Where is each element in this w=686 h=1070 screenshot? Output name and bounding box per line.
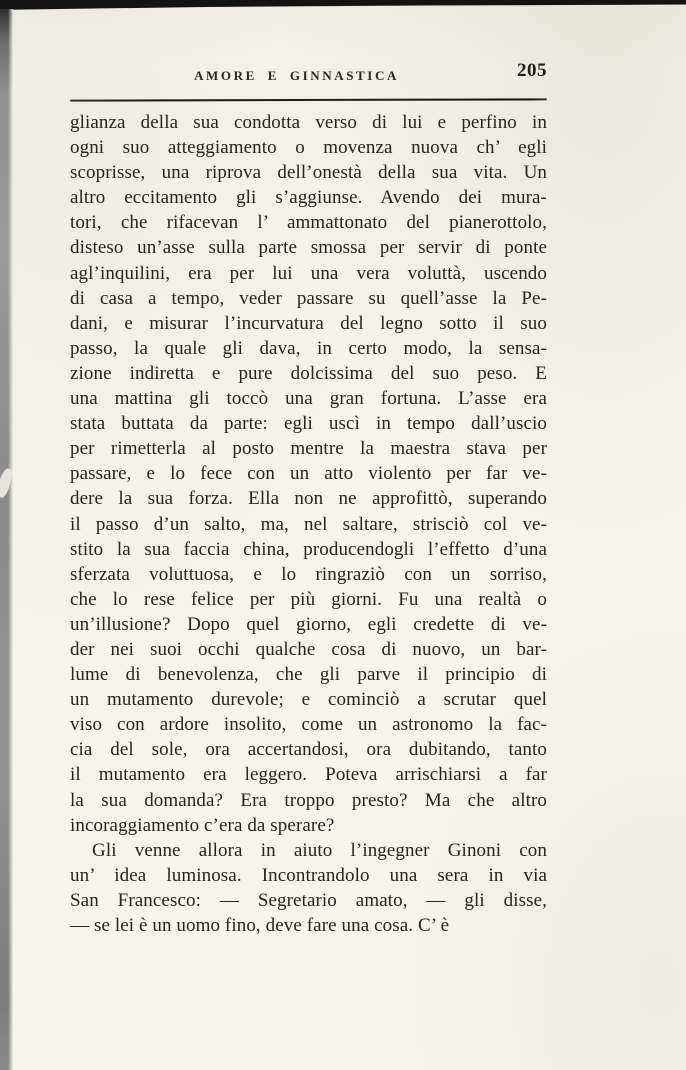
text-line: cia del sole, ora accertandosi, ora dubitando, tanto <box>70 739 547 761</box>
text-line: tori, che rifacevan l’ ammattonato del pianerottolo, <box>70 212 547 234</box>
text-line: sferzata voluttuosa, e lo ringraziò con un sorriso, <box>70 563 547 585</box>
scan-left-binding-strip <box>0 9 13 1070</box>
scan-top-edge <box>0 0 686 12</box>
text-line: disteso un’asse sulla parte smossa per servir di ponte <box>70 237 547 259</box>
text-line: viso con ardore insolito, come un astronomo la fac- <box>70 714 547 736</box>
text-line: dere la sua forza. Ella non ne approfittò, superando <box>70 488 547 510</box>
text-line: scoprisse, una riprova dell’onestà della sua vita. Un <box>70 162 547 184</box>
text-line: Gli venne allora in aiuto l’ingegner Ginoni con <box>92 839 547 861</box>
text-line: passo, la quale gli dava, in certo modo, la sensa- <box>70 337 547 359</box>
text-line: il passo d’un salto, ma, nel saltare, strisciò col ve- <box>70 513 547 535</box>
header-rule <box>70 98 547 101</box>
paragraph <box>70 838 547 938</box>
text-line: un mutamento durevole; e cominciò a scrutar quel <box>70 689 547 711</box>
text-line: glianza della sua condotta verso di lui e perfino in <box>70 112 547 133</box>
page-number: 205 <box>517 60 547 81</box>
text-line: incoraggiamento c’era da sperare? <box>70 814 335 836</box>
body-text <box>70 110 547 938</box>
text-line: per rimetterla al posto mentre la maestra stava per <box>70 438 547 460</box>
text-line: il mutamento era leggero. Poteva arrischiarsi a far <box>70 764 547 786</box>
text-line: la sua domanda? Era troppo presto? Ma che altro <box>70 789 547 811</box>
text-line: un’ idea luminosa. Incontrandolo una sera in via <box>70 864 547 886</box>
text-line: lume di benevolenza, che gli parve il principio di <box>70 664 547 686</box>
text-line: agl’inquilini, era per lui una vera voluttà, uscendo <box>70 262 547 284</box>
text-line: un’illusione? Dopo quel giorno, egli credette di ve- <box>70 613 547 635</box>
text-line: stata buttata da parte: egli uscì in tempo dall’uscio <box>70 413 547 435</box>
text-line: stito la sua faccia china, producendogli l’effetto d’una <box>70 538 547 560</box>
page-content <box>70 60 547 938</box>
text-line: una mattina gli toccò una gran fortuna. L’asse era <box>70 388 547 410</box>
text-line: passare, e lo fece con un atto violento per far ve- <box>70 463 547 485</box>
text-line: San Francesco: — Segretario amato, — gli disse, <box>70 889 547 911</box>
text-line: di casa a tempo, veder passare su quell’asse la Pe- <box>70 287 547 309</box>
text-line: altro eccitamento gli s’aggiunse. Avendo dei mura- <box>70 187 547 209</box>
text-line: che lo rese felice per più giorni. Fu una realtà o <box>70 588 547 610</box>
text-line: ogni suo atteggiamento o movenza nuova ch’ egli <box>70 137 547 159</box>
text-line: der nei suoi occhi qualche cosa di nuovo, un bar- <box>70 638 547 660</box>
running-title: AMORE E GINNASTICA <box>194 68 399 83</box>
text-line: — se lei è un uomo fino, deve fare una cosa. C’ è <box>70 915 450 936</box>
paragraph <box>70 110 547 838</box>
text-line: zione indiretta e pure dolcissima del suo peso. E <box>70 362 547 384</box>
text-line: dani, e misurar l’incurvatura del legno sotto il suo <box>70 312 547 334</box>
page-header <box>70 60 547 87</box>
